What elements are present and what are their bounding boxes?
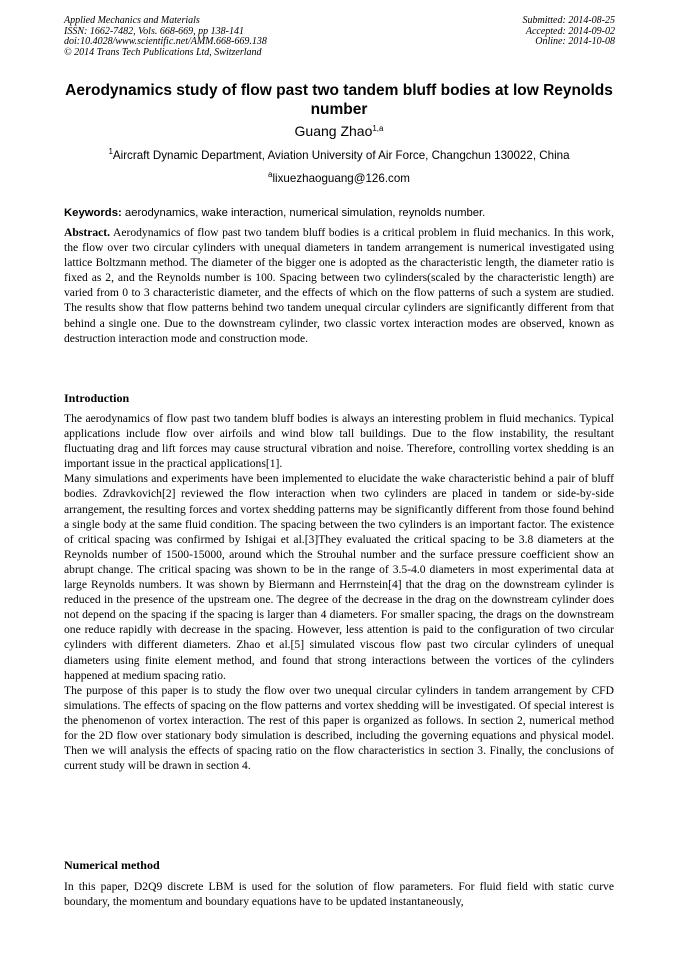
affiliation (64, 149, 614, 163)
author-email (64, 172, 614, 186)
publication-dates (523, 16, 616, 48)
affiliation-superscript: 1 (108, 147, 113, 156)
keywords-label: Keywords: (64, 207, 122, 219)
accepted-date: Accepted: 2014-09-02 (525, 25, 615, 37)
abstract-label: Abstract. (64, 226, 111, 239)
affiliation-text: Aircraft Dynamic Department, Aviation University of Air Force, Changchun 130022, China (112, 149, 570, 162)
keywords (64, 206, 614, 220)
author (64, 123, 614, 140)
abstract (64, 225, 614, 346)
journal-issn: ISSN: 1662-7482, Vols. 668-669, pp 138-141 (64, 25, 244, 37)
paper-title: Aerodynamics study of flow past two tandem bluff bodies at low Reynolds number (65, 82, 613, 118)
numerical-method-heading: Numerical method (64, 858, 160, 872)
numerical-method-paragraph: In this paper, D2Q9 discrete LBM is used for the solution of flow parameters. For fluid field with static curve boundary, the momentum and boundary equations have to be updated instantaneously, (64, 880, 614, 909)
journal-info (64, 16, 267, 58)
author-superscript: 1,a (372, 124, 384, 133)
email-text: lixuezhaoguang@126.com (272, 172, 410, 185)
introduction-paragraph: The aerodynamics of flow past two tandem bluff bodies is always an interesting problem in fluid mechanics. Typical applications include flow over airfoils and wind blow tall buildings. Due to the flow instability, the resultant fluctuating drag and lift forces may cause structural vibration and noise. Therefore, controlling vortex shedding is an important issue in the practical applications[1]. (64, 412, 614, 471)
introduction-paragraph: Many simulations and experiments have been implemented to elucidate the wake characteristic behind a pair of bluff bodies. Zdravkovich[2] reviewed the flow interaction when two cylinders are placed in tandem or side-by-side arrangement, the resulting forces and vortex shedding patterns may be significantly different from those found behind a single body at the same fluid condition. The spacing between the two cylinders is an important factor. The existence of critical spacing was confirmed by Ishigai et al.[3]They evaluated the critical spacing to be 3.8 diameters at the Reynolds number of 1500-15000, around which the Strouhal number and the surface pressure coefficient show an abrupt change. The critical spacing was shown to be in the range of 3.5-4.0 diameters in most experimental data at large Reynolds numbers. It was shown by Biermann and Herrnstein[4] that the drag on the downstream cylinder is reduced in the presence of the upstream one. The degree of the decrease in the drag on the downstream cylinder does not depend on the spacing if the spacing is larger than 4 diameters. For smaller spacing, the drags on the downstream one reduce rapidly with decrease in the spacing. However, less attention is paid to the configuration of two circular cylinders with different diameters. Zhao et al.[5] simulated viscous flow past two circular cylinders of unequal diameters using finite element method, and found that strong interactions between the vortices of the cylinders happened at medium spacing ratio. (64, 472, 614, 682)
introduction-heading: Introduction (64, 391, 130, 405)
email-superscript: a (268, 170, 273, 179)
introduction-body (64, 411, 614, 773)
introduction-paragraph: The purpose of this paper is to study the flow over two unequal circular cylinders in tandem arrangement by CFD simulations. The effects of spacing on the flow patterns and vortex shedding will be investigated. Of special interest is the phenomenon of vortex interaction. The rest of this paper is organized as follows. In section 2, numerical method for the 2D flow over stationary body simulation is described, including the governing equations and physical model. Then we will analysis the effects of spacing ratio on the flow characteristics in section 3. Finally, the conclusions of current study will be drawn in section 4. (64, 683, 614, 773)
numerical-method-body (64, 879, 614, 909)
submitted-date: Submitted: 2014-08-25 (522, 15, 615, 26)
online-date: Online: 2014-10-08 (535, 36, 615, 47)
author-name: Guang Zhao (294, 123, 373, 139)
abstract-text: Aerodynamics of flow past two tandem bluff bodies is a critical problem in fluid mechanics. In this work, the flow over two circular cylinders with unequal diameters in tandem arrangement is numerical investigated using lattice Boltzmann method. The diameter of the bigger one is adopted as the characteristic length, the diameter ratio is fixed as 2, and the Reynolds number is 100. Spacing between two cylinders(scaled by the characteristic length) are varied from 0 to 3 characteristic diameter, and the effects of which on the flow patterns of such a system are studied. The results show that flow patterns behind two tandem unequal circular cylinders are significantly different from that behind a single one. Due to the downstream cylinder, two classic vortex interaction modes are observed, known as destruction interaction mode and construction mode. (64, 226, 614, 345)
journal-name: Applied Mechanics and Materials (64, 15, 200, 26)
keywords-text: aerodynamics, wake interaction, numerical simulation, reynolds number. (124, 207, 486, 219)
journal-doi: doi:10.4028/www.scientific.net/AMM.668-669.138 (64, 36, 267, 47)
journal-copyright: © 2014 Trans Tech Publications Ltd, Switzerland (64, 46, 262, 58)
